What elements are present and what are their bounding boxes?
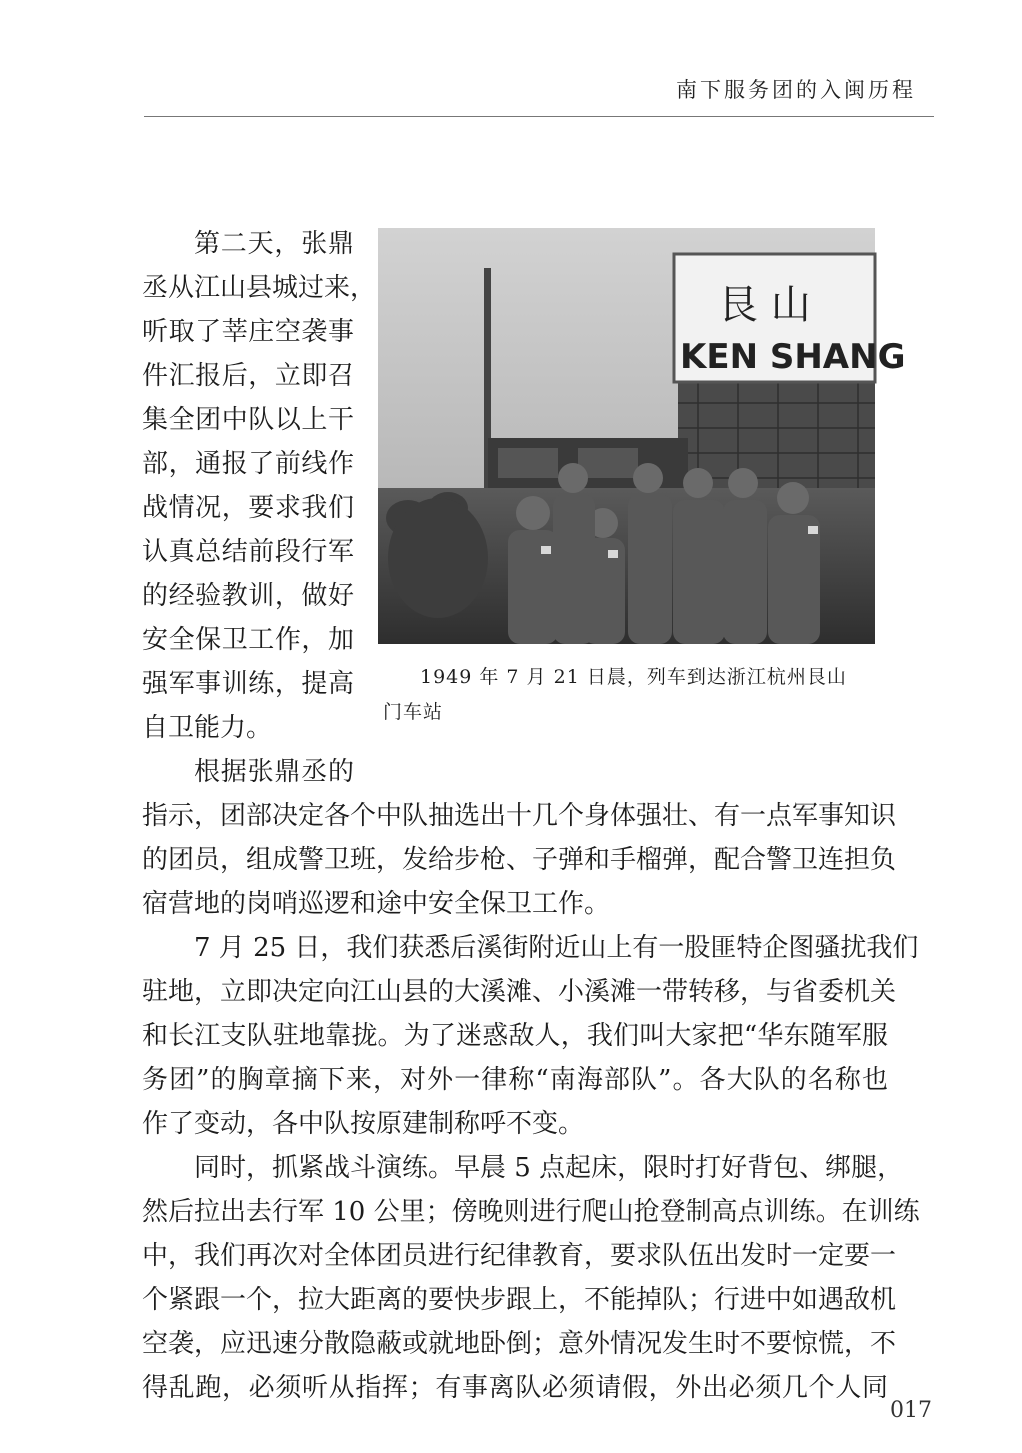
text-line: 作了变动，各中队按原建制称呼不变。 [142,1109,585,1139]
text-line: 认真总结前段行军 [142,537,354,567]
page-number: 017 [890,1398,932,1423]
text-line: 指示，团部决定各个中队抽选出十几个身体强壮、有一点军事知识 [142,801,897,831]
text-line: 个紧跟一个，拉大距离的要快步跟上，不能掉队；行进中如遇敌机 [142,1285,897,1315]
sign-chinese: 艮 山 [718,282,811,328]
text-line: 丞从江山县城过来， [142,273,377,303]
text-line: 强军事训练，提高 [142,669,354,699]
text-line: 和长江支队驻地靠拢。为了迷惑敌人，我们叫大家把“华东随军服 [142,1021,888,1051]
text-line: 得乱跑，必须听从指挥；有事离队必须请假，外出必须几个人同 [142,1373,888,1403]
header-title: 南下服务团的入闽历程 [676,78,916,102]
text-line: 然后拉出去行军 10 公里；傍晚则进行爬山抢登制高点训练。在训练 [142,1197,920,1227]
text-line: 集全团中队以上干 [142,405,354,435]
text-line: 的经验教训，做好 [142,581,354,611]
text-line: 部，通报了前线作 [142,449,354,479]
text-line: 自卫能力。 [142,713,273,743]
text-line: 中，我们再次对全体团员进行纪律教育，要求队伍出发时一定要一 [142,1241,897,1271]
text-line: 安全保卫工作，加 [142,625,354,655]
text-line: 根据张鼎丞的 [194,757,354,787]
sign-latin: KEN SHANG [680,337,906,377]
text-line: 7 月 25 日，我们获悉后溪街附近山上有一股匪特企图骚扰我们 [194,933,919,963]
text-line: 战情况，要求我们 [142,493,354,523]
text-line: 务团”的胸章摘下来，对外一律称“南海部队”。各大队的名称也 [142,1065,888,1095]
text-line: 件汇报后，立即召 [142,361,354,391]
text-line: 同时，抓紧战斗演练。早晨 5 点起床，限时打好背包、绑腿， [194,1153,904,1183]
text-line: 听取了莘庄空袭事 [142,317,354,347]
photo-caption-line-2: 门车站 [383,701,444,723]
station-photo [378,228,906,644]
text-line: 驻地，立即决定向江山县的大溪滩、小溪滩一带转移，与省委机关 [142,977,897,1007]
text-line: 的团员，组成警卫班，发给步枪、子弹和手榴弹，配合警卫连担负 [142,845,897,875]
text-line: 宿营地的岗哨巡逻和途中安全保卫工作。 [142,889,611,919]
header-rule [144,116,934,117]
text-line: 空袭，应迅速分散隐蔽或就地卧倒；意外情况发生时不要惊慌，不 [142,1329,897,1359]
text-line: 第二天，张鼎 [194,229,354,259]
photo-caption-line-1: 1949 年 7 月 21 日晨，列车到达浙江杭州艮山 [420,666,847,688]
